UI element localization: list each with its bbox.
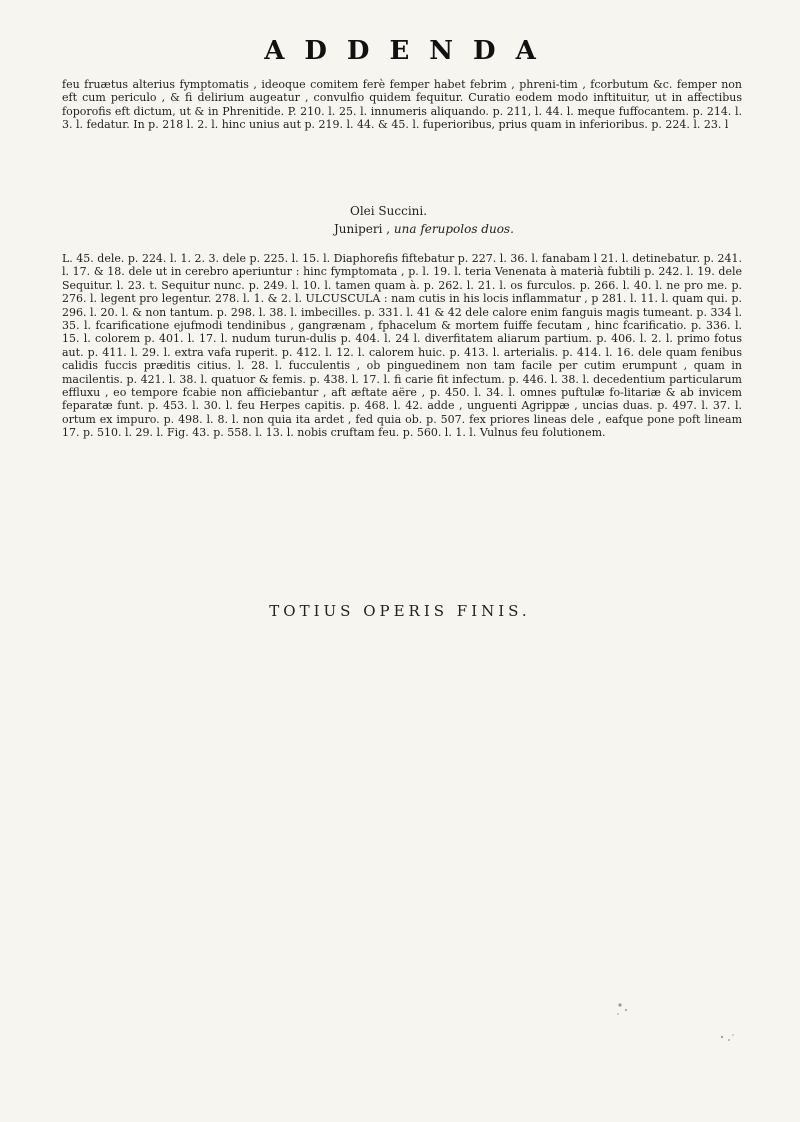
section-subtitle bbox=[334, 222, 514, 236]
section-subtitle-italic: una ferupolos duos. bbox=[393, 222, 514, 236]
errata-paragraph-2 bbox=[62, 252, 742, 440]
finis-line: TOTIUS OPERIS FINIS. bbox=[269, 602, 531, 620]
speck-mark bbox=[625, 1009, 627, 1011]
section-subtitle-normal: Juniperi , bbox=[334, 222, 391, 236]
errata-text-1: feu fruætus alterius fymptomatis , ideoque comitem ferè femper habet febrim , phreni-tim , fcorbutum &c. femper non eft cum periculo , & fi delirium augeatur , convulfio quidem fequitur. Curatio eodem modo inftituitur, ut in affectibus foporofis eft dictum, ut & in Phrenitide. P. 210. l. 25. l. innumeris aliquando. p. 211, l. 44. l. meque fuffocantem. p. 214. l. 3. l. fedatur. In p. 218 l. 2. l. hinc unius aut p. 219. l. 44. & 45. l. fuperioribus, prius quam in inferioribus. p. 224. l. 23. l bbox=[62, 78, 742, 132]
speck-mark bbox=[732, 1034, 734, 1036]
errata-text-2: L. 45. dele. p. 224. l. 1. 2. 3. dele p. 225. l. 15. l. Diaphorefis fiftebatur p. 227. l. 36. l. fanabam l 21. l. detinebatur. p. 241. l. 17. & 18. dele ut in cerebro aperiuntur : hinc fymptomata , p. l. 19. l. teria Venenata à materià fubtili p. 242. l. 19. dele Sequitur. l. 23. t. Sequitur nunc. p. 249. l. 10. l. tamen quam à. p. 262. l. 21. l. os furculos. p. 266. l. 40. l. ne pro me. p. 276. l. legent pro legentur. 278. l. 1. & 2. l. ULCUSCULA : nam cutis in his locis inflammatur , p 281. l. 11. l. quam qui. p. 296. l. 20. l. & non tantum. p. 298. l. 38. l. imbecilles. p. 331. l. 41 & 42 dele calore enim fanguis magis tumeant. p. 334 l. 35. l. fcarificatione ejufmodi tendinibus , gangrænam , fphacelum & mortem fuiffe fecutam , hinc fcarificatio. p. 336. l. 15. l. colorem p. 401. l. 17. l. nudum turun-dulis p. 404. l. 24 l. diverfitatem aliarum partium. p. 406. l. 2. l. primo fotus aut. p. 411. l. 29. l. extra vafa ruperit. p. 412. l. 12. l. calorem huic. p. 413. l. arterialis. p. 414. l. 16. dele quam fenibus calidis fuccis præditis citius. l. 28. l. fucculentis , ob pinguedinem non tam facile per cutim erumpunt , quam in macilentis. p. 421. l. 38. l. quatuor & femis. p. 438. l. 17. l. fi carie fit infectum. p. 446. l. 38. l. decedentium particularum effluxu , eo tempore fcabie non afficiebantur , aft æftate aëre , p. 450. l. 34. l. omnes puftulæ fo-litariæ & ab invicem feparatæ funt. p. 453. l. 30. l. feu Herpes capitis. p. 468. l. 42. adde , unguenti Agrippæ , uncias duas. p. 497. l. 37. l. ortum ex impuro. p. 498. l. 8. l. non quia ita ardet , fed quia ob. p. 507. fex priores lineas dele , eafque pone poft lineam 17. p. 510. l. 29. l. Fig. 43. p. 558. l. 13. l. nobis cruftam feu. p. 560. l. 1. l. Vulnus feu folutionem. bbox=[62, 252, 742, 440]
speck-mark bbox=[618, 1003, 621, 1006]
section-title: Olei Succini. bbox=[350, 204, 428, 218]
speck-mark bbox=[728, 1039, 730, 1041]
errata-paragraph-1 bbox=[62, 78, 742, 132]
speck-mark bbox=[721, 1036, 723, 1038]
page-heading: ADDENDA bbox=[264, 36, 556, 66]
speck-mark bbox=[617, 1013, 619, 1015]
